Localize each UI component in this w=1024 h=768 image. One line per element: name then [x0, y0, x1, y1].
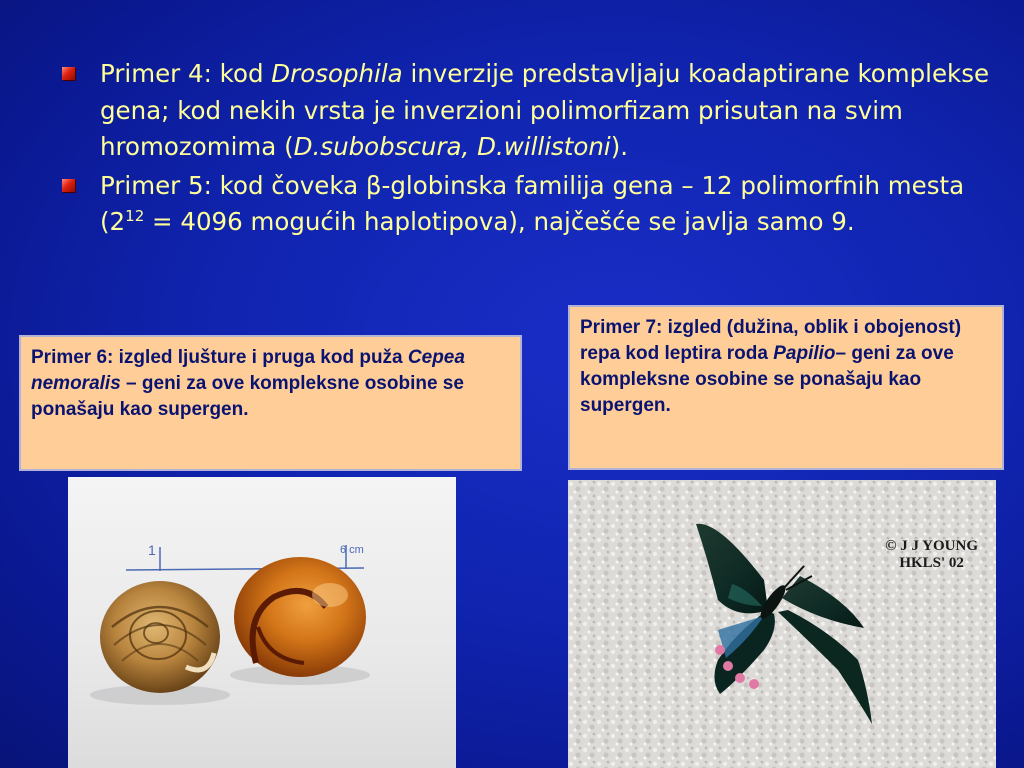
bullet-item-primer-5 — [62, 168, 1002, 241]
species-name: Cepea nemoralis — [31, 347, 465, 394]
species-name: Drosophila — [271, 59, 403, 88]
bullet-marker-icon — [62, 179, 75, 192]
ruler-label: 1 — [148, 542, 156, 558]
species-name: D.subobscura, D.willistoni — [293, 132, 611, 161]
caption-box-primer-7 — [568, 305, 1004, 470]
exponent: 12 — [125, 207, 145, 225]
bullet-text: Primer 4: kod — [100, 59, 272, 88]
banded-snail-shell — [100, 581, 220, 693]
caption-text: – geni za ove kompleksne osobine se ponašaju kao supergen. — [31, 373, 464, 420]
bullet-text: Primer 5: kod čoveka β-globinska familija gena – 12 polimorfnih mesta (2 — [100, 170, 965, 236]
bullet-marker-icon — [62, 67, 75, 80]
bullet-text: = 4096 mogućih haplotipova), najčešće se javlja samo 9. — [144, 207, 855, 236]
bullet-list — [62, 56, 1002, 241]
copyright-line: © J J YOUNG — [885, 538, 978, 554]
bullet-text: ). — [610, 132, 629, 161]
caption-text: Primer 7: izgled (dužina, oblik i obojenost) repa kod leptira roda — [580, 317, 962, 364]
caption-text: – geni za ove kompleksne osobine se ponašaju kao supergen. — [580, 343, 954, 416]
butterfly-image — [568, 480, 996, 768]
snail-shells-image — [68, 477, 456, 768]
caption-text: Primer 6: izgled ljušture i pruga kod puža — [31, 347, 408, 368]
copyright-line: HKLS' 02 — [899, 555, 964, 571]
bullet-text: inverzije predstavljaju koadaptirane komplekse gena; kod nekih vrsta je inverzioni polimorfizam prisutan na svim hromozomima ( — [100, 59, 990, 161]
butterfly-photo — [568, 480, 996, 768]
bullet-item-primer-4 — [62, 56, 1002, 166]
snail-shells-photo — [68, 477, 456, 768]
genus-name: Papilio — [773, 343, 836, 364]
caption-box-primer-6 — [19, 335, 522, 471]
orange-snail-shell — [234, 557, 366, 677]
ruler-label: 6 cm — [340, 544, 364, 556]
photo-copyright — [885, 538, 978, 572]
